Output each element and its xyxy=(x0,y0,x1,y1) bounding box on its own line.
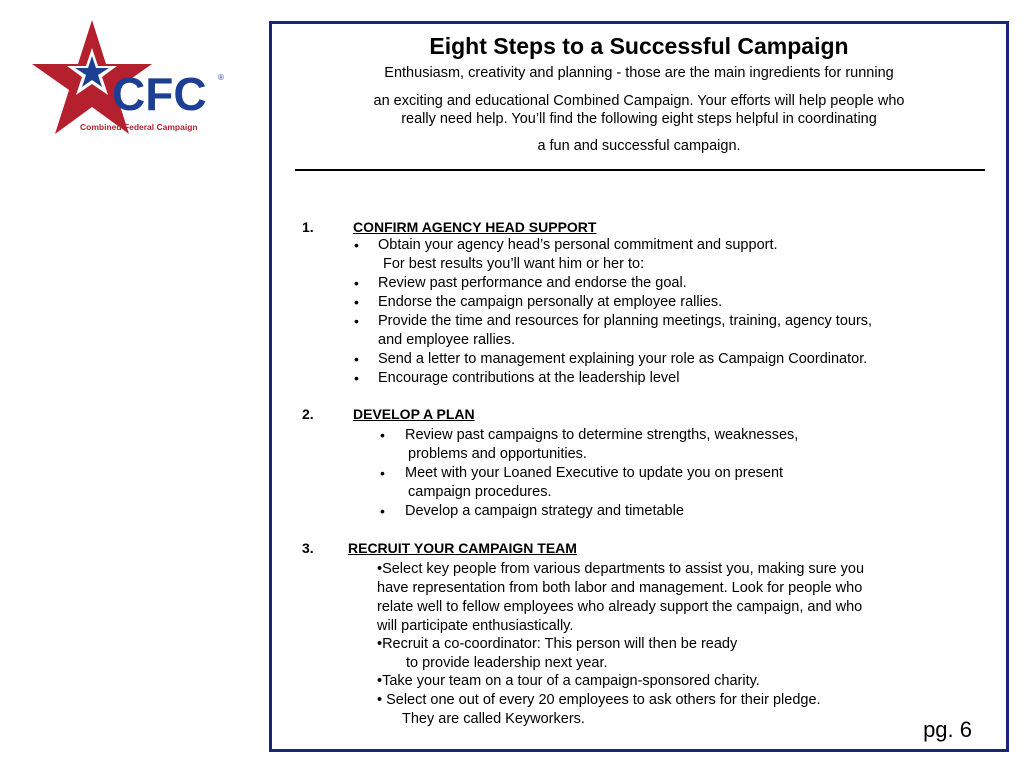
intro-line: an exciting and educational Combined Campaign. Your efforts will help people who xyxy=(373,93,905,109)
intro-line: really need help. You’ll find the following eight steps helpful in coordinating xyxy=(401,111,877,127)
bullet-icon: • xyxy=(380,465,385,481)
intro-line: a fun and successful campaign. xyxy=(537,138,741,154)
intro-line: Enthusiasm, creativity and planning - those are the main ingredients for running xyxy=(384,65,894,81)
logo-wordmark: CFC xyxy=(112,68,207,120)
section-1-line: Review past performance and endorse the goal. xyxy=(378,275,687,291)
section-1-line: Encourage contributions at the leadership level xyxy=(378,370,680,386)
section-2-line: campaign procedures. xyxy=(408,484,552,500)
cfc-logo xyxy=(30,18,230,138)
section-2-line: problems and opportunities. xyxy=(408,446,587,462)
section-2-heading: DEVELOP A PLAN xyxy=(353,406,475,422)
bullet-icon: • xyxy=(354,370,359,386)
bullet-icon: • xyxy=(354,351,359,367)
section-1-line: Send a letter to management explaining your role as Campaign Coordinator. xyxy=(378,351,868,367)
section-3-line: will participate enthusiastically. xyxy=(377,618,574,634)
bullet-icon: • xyxy=(380,503,385,519)
section-3-line: They are called Keyworkers. xyxy=(402,711,585,727)
section-2-number: 2. xyxy=(302,406,314,422)
section-1-number: 1. xyxy=(302,219,314,235)
section-1-line: Provide the time and resources for planning meetings, training, agency tours, xyxy=(378,313,873,329)
section-3-line: have representation from both labor and management. Look for people who xyxy=(377,580,863,596)
section-1-line: For best results you’ll want him or her to: xyxy=(383,256,645,272)
section-3-line: relate well to fellow employees who already support the campaign, and who xyxy=(377,599,863,615)
section-3-line: •Select key people from various departments to assist you, making sure you xyxy=(377,561,865,577)
cfc-star-logo-icon xyxy=(30,18,230,138)
section-1-line: Obtain your agency head’s personal commitment and support. xyxy=(378,237,778,253)
section-1-heading: CONFIRM AGENCY HEAD SUPPORT xyxy=(353,219,597,235)
section-3-line: •Recruit a co-coordinator: This person will then be ready xyxy=(377,636,738,652)
logo-registered-mark: ® xyxy=(218,73,224,82)
bullet-icon: • xyxy=(354,275,359,291)
section-1-line: Endorse the campaign personally at employee rallies. xyxy=(378,294,723,310)
section-1-line: and employee rallies. xyxy=(378,332,516,348)
divider xyxy=(295,169,985,171)
section-3-number: 3. xyxy=(302,540,314,556)
section-3-line: • Select one out of every 20 employees to ask others for their pledge. xyxy=(377,692,821,708)
section-3-line: to provide leadership next year. xyxy=(406,655,608,671)
content-frame xyxy=(269,21,1009,752)
bullet-icon: • xyxy=(354,237,359,253)
section-3-heading: RECRUIT YOUR CAMPAIGN TEAM xyxy=(348,540,577,556)
section-2-line: Review past campaigns to determine strengths, weaknesses, xyxy=(405,427,799,443)
page-number: pg. 6 xyxy=(923,717,972,742)
bullet-icon: • xyxy=(354,313,359,329)
bullet-icon: • xyxy=(354,294,359,310)
section-3-line: •Take your team on a tour of a campaign-sponsored charity. xyxy=(377,673,760,689)
page-title: Eight Steps to a Successful Campaign xyxy=(429,33,849,59)
bullet-icon: • xyxy=(380,427,385,443)
section-2-line: Meet with your Loaned Executive to update you on present xyxy=(405,465,784,481)
section-2-line: Develop a campaign strategy and timetable xyxy=(405,503,684,519)
logo-tagline: Combined Federal Campaign xyxy=(80,122,198,132)
